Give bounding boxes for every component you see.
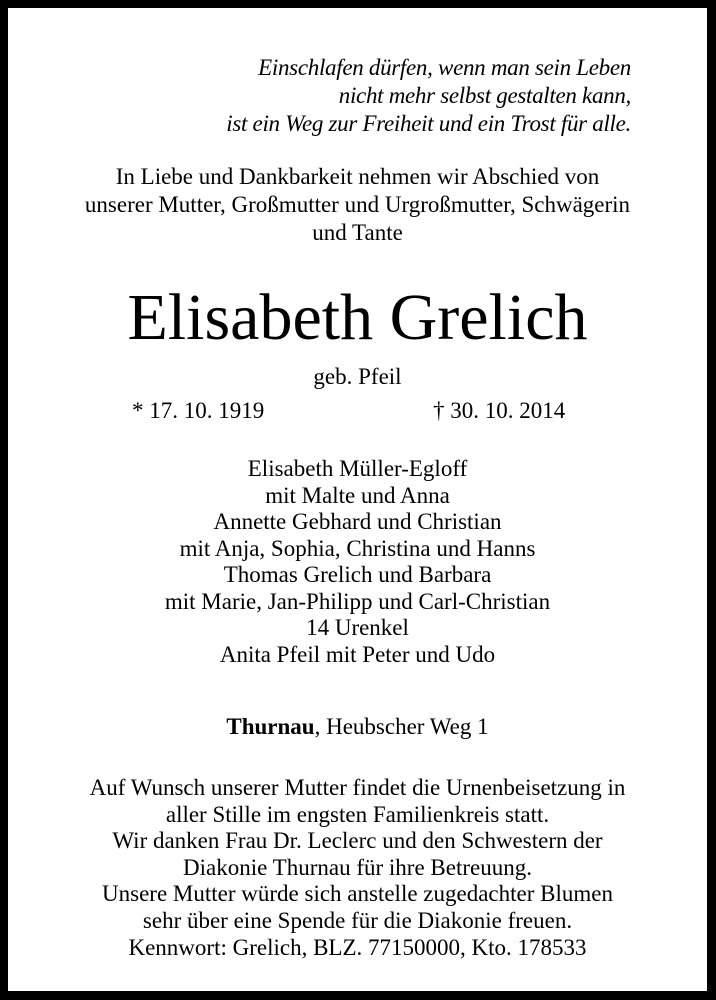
motto-line: Einschlafen dürfen, wenn man sein Leben <box>258 55 631 80</box>
notes-line: Diakonie Thurnau für ihre Betreuung. <box>183 854 532 880</box>
family-line: mit Anja, Sophia, Christina und Hanns <box>179 535 536 561</box>
address <box>8 713 707 741</box>
obituary-notice <box>8 8 707 991</box>
maiden-name: geb. Pfeil <box>313 364 402 389</box>
family-line: mit Malte und Anna <box>265 482 450 508</box>
family-line: Annette Gebhard und Christian <box>213 509 502 534</box>
motto-line: nicht mehr selbst gestalten kann, <box>338 83 631 108</box>
intro-line: unserer Mutter, Großmutter und Urgroßmutter, Schwägerin <box>84 192 631 217</box>
motto-line: ist ein Weg zur Freiheit und ein Trost für alle. <box>226 111 631 136</box>
notes-line: aller Stille im engsten Familienkreis statt. <box>165 801 550 827</box>
funeral-notes <box>8 775 707 961</box>
motto-quote <box>226 54 631 138</box>
notes-line: Kennwort: Grelich, BLZ. 77150000, Kto. 178533 <box>128 934 587 960</box>
notes-line: Auf Wunsch unserer Mutter findet die Urnenbeisetzung in <box>89 775 626 800</box>
deceased-name: Elisabeth Grelich <box>127 281 588 354</box>
family-line: Anita Pfeil mit Peter und Udo <box>219 641 496 667</box>
intro-text <box>8 163 707 247</box>
family-line: Elisabeth Müller-Egloff <box>247 456 468 481</box>
family-line: Thomas Grelich und Barbara <box>223 562 492 587</box>
address-street: , Heubscher Weg 1 <box>314 714 489 739</box>
family-line: mit Marie, Jan-Philipp und Carl-Christian <box>164 588 551 614</box>
notes-line: Wir danken Frau Dr. Leclerc und den Schwestern der <box>112 828 603 854</box>
address-town: Thurnau <box>226 714 315 739</box>
notes-line: sehr über eine Spende für die Diakonie freuen. <box>142 907 573 933</box>
death-date: † 30. 10. 2014 <box>433 398 566 423</box>
intro-line: und Tante <box>312 220 403 245</box>
intro-line: In Liebe und Dankbarkeit nehmen wir Abschied von <box>115 164 600 189</box>
notes-line: Unsere Mutter würde sich anstelle zugedachter Blumen <box>102 881 613 907</box>
family-list <box>8 456 707 668</box>
family-line: 14 Urenkel <box>306 615 409 640</box>
birth-date: * 17. 10. 1919 <box>132 398 265 423</box>
